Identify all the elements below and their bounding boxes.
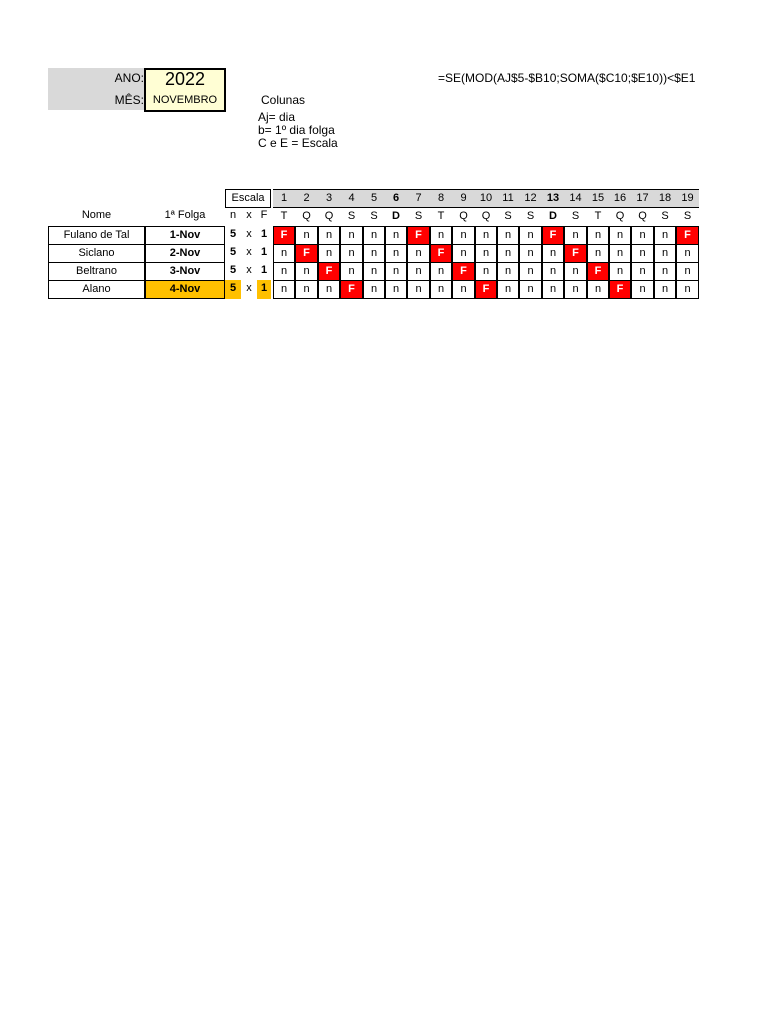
schedule-cell-work[interactable]: n — [452, 280, 475, 299]
schedule-cell-work[interactable]: n — [564, 226, 587, 245]
weekday-7: S — [414, 210, 423, 222]
schedule-cell-work[interactable]: n — [542, 280, 564, 299]
schedule-cell-work[interactable]: n — [407, 244, 430, 263]
col-header-nome: Nome — [81, 209, 112, 221]
notes-line-1: Aj= dia — [258, 110, 296, 124]
schedule-cell-work[interactable]: n — [564, 262, 587, 281]
schedule-cell-work[interactable]: n — [385, 262, 407, 281]
weekday-6: D — [392, 210, 400, 222]
schedule-cell-work[interactable]: n — [318, 280, 340, 299]
schedule-cell-free[interactable]: F — [676, 226, 699, 245]
schedule-cell-work[interactable]: n — [363, 280, 385, 299]
schedule-cell-work[interactable]: n — [654, 226, 676, 245]
weekday-17: Q — [638, 210, 647, 222]
schedule-cell-work[interactable]: n — [295, 262, 318, 281]
weekday-13: D — [549, 210, 557, 222]
schedule-cell-work[interactable]: n — [542, 244, 564, 263]
schedule-cell-work[interactable]: n — [519, 280, 542, 299]
weekday-5: S — [370, 210, 378, 222]
weekday-4: S — [347, 210, 356, 222]
day-header-8: 8 — [430, 189, 452, 208]
schedule-cell-work[interactable]: n — [385, 244, 407, 263]
row-name[interactable]: Alano — [48, 280, 145, 299]
schedule-cell-free[interactable]: F — [318, 262, 340, 281]
formula-text: =SE(MOD(AJ$5-$B10;SOMA($C10;$E10))<$E1 — [438, 71, 696, 85]
schedule-cell-work[interactable]: n — [609, 262, 631, 281]
schedule-table — [0, 0, 768, 320]
day-header-10: 10 — [475, 189, 497, 208]
schedule-cell-free[interactable]: F — [542, 226, 564, 245]
schedule-cell-free[interactable]: F — [564, 244, 587, 263]
day-header-2: 2 — [295, 189, 318, 208]
schedule-cell-work[interactable]: n — [497, 280, 519, 299]
weekday-15: T — [594, 210, 602, 222]
row-escala-f[interactable]: 1 — [260, 228, 268, 240]
row-first-off[interactable]: 2-Nov — [145, 244, 225, 263]
weekday-3: Q — [324, 210, 334, 222]
row-escala-x: x — [246, 282, 252, 294]
schedule-cell-work[interactable]: n — [385, 226, 407, 245]
schedule-cell-work[interactable]: n — [475, 226, 497, 245]
schedule-cell-work[interactable]: n — [676, 280, 699, 299]
schedule-cell-work[interactable]: n — [654, 262, 676, 281]
row-escala-f[interactable]: 1 — [260, 264, 268, 276]
row-escala-x: x — [246, 228, 252, 240]
row-escala-f[interactable]: 1 — [257, 280, 271, 299]
schedule-cell-work[interactable]: n — [587, 226, 609, 245]
schedule-cell-work[interactable]: n — [363, 226, 385, 245]
day-header-7: 7 — [407, 189, 430, 208]
schedule-cell-work[interactable]: n — [295, 226, 318, 245]
row-escala-x: x — [246, 246, 252, 258]
schedule-cell-free[interactable]: F — [273, 226, 295, 245]
col-header-escala-x: x — [246, 209, 252, 221]
weekday-16: Q — [615, 210, 625, 222]
mes-value[interactable]: NOVEMBRO — [152, 94, 218, 106]
schedule-cell-work[interactable]: n — [497, 226, 519, 245]
schedule-cell-work[interactable]: n — [519, 226, 542, 245]
weekday-9: Q — [459, 210, 468, 222]
row-name[interactable]: Beltrano — [48, 262, 145, 281]
schedule-cell-work[interactable]: n — [676, 244, 699, 263]
schedule-cell-work[interactable]: n — [564, 280, 587, 299]
row-name[interactable]: Fulano de Tal — [48, 226, 145, 245]
row-escala-n[interactable]: 5 — [229, 228, 237, 240]
row-first-off[interactable]: 3-Nov — [145, 262, 225, 281]
schedule-cell-work[interactable]: n — [340, 244, 363, 263]
schedule-cell-work[interactable]: n — [430, 262, 452, 281]
row-escala-f[interactable]: 1 — [260, 246, 268, 258]
schedule-cell-work[interactable]: n — [340, 226, 363, 245]
schedule-cell-free[interactable]: F — [452, 262, 475, 281]
notes-title: Colunas — [261, 93, 306, 107]
weekday-11: S — [504, 210, 512, 222]
row-escala-n[interactable]: 5 — [229, 264, 237, 276]
row-escala-n[interactable]: 5 — [229, 246, 237, 258]
schedule-cell-work[interactable]: n — [318, 226, 340, 245]
schedule-cell-work[interactable]: n — [407, 280, 430, 299]
schedule-cell-work[interactable]: n — [475, 262, 497, 281]
ano-label: ANO: — [114, 71, 144, 85]
weekday-12: S — [526, 210, 535, 222]
schedule-cell-work[interactable]: n — [587, 280, 609, 299]
weekday-14: S — [571, 210, 580, 222]
schedule-cell-work[interactable]: n — [519, 244, 542, 263]
schedule-cell-free[interactable]: F — [340, 280, 363, 299]
schedule-cell-free[interactable]: F — [295, 244, 318, 263]
escala-header: Escala — [225, 189, 271, 208]
day-header-19: 19 — [676, 189, 699, 208]
day-header-13: 13 — [542, 189, 564, 208]
day-header-12: 12 — [519, 189, 542, 208]
day-header-15: 15 — [587, 189, 609, 208]
weekday-10: Q — [481, 210, 491, 222]
day-header-4: 4 — [340, 189, 363, 208]
schedule-cell-work[interactable]: n — [631, 244, 654, 263]
day-header-9: 9 — [452, 189, 475, 208]
col-header-folga: 1ª Folga — [164, 209, 206, 221]
schedule-cell-work[interactable]: n — [340, 262, 363, 281]
schedule-cell-work[interactable]: n — [519, 262, 542, 281]
schedule-cell-work[interactable]: n — [363, 262, 385, 281]
schedule-cell-work[interactable]: n — [475, 244, 497, 263]
day-header-14: 14 — [564, 189, 587, 208]
schedule-cell-work[interactable]: n — [631, 226, 654, 245]
schedule-cell-work[interactable]: n — [676, 262, 699, 281]
day-header-3: 3 — [318, 189, 340, 208]
schedule-cell-work[interactable]: n — [497, 244, 519, 263]
schedule-cell-work[interactable]: n — [318, 244, 340, 263]
ano-value[interactable]: 2022 — [164, 69, 206, 89]
schedule-cell-free[interactable]: F — [587, 262, 609, 281]
schedule-cell-work[interactable]: n — [631, 280, 654, 299]
day-header-1: 1 — [273, 189, 295, 208]
row-escala-n[interactable]: 5 — [225, 280, 241, 299]
mes-label: MÊS: — [114, 93, 144, 107]
schedule-cell-work[interactable]: n — [430, 226, 452, 245]
schedule-cell-free[interactable]: F — [609, 280, 631, 299]
row-name[interactable]: Siclano — [48, 244, 145, 263]
schedule-cell-work[interactable]: n — [273, 280, 295, 299]
col-header-escala-f: F — [260, 209, 268, 221]
schedule-cell-work[interactable]: n — [609, 244, 631, 263]
weekday-18: S — [661, 210, 669, 222]
weekday-19: S — [683, 210, 692, 222]
day-header-17: 17 — [631, 189, 654, 208]
schedule-cell-work[interactable]: n — [363, 244, 385, 263]
schedule-cell-free[interactable]: F — [407, 226, 430, 245]
day-header-18: 18 — [654, 189, 676, 208]
day-header-11: 11 — [497, 189, 519, 208]
schedule-cell-work[interactable]: n — [497, 262, 519, 281]
row-first-off[interactable]: 1-Nov — [145, 226, 225, 245]
row-escala-x: x — [246, 264, 252, 276]
schedule-cell-work[interactable]: n — [452, 226, 475, 245]
schedule-cell-work[interactable]: n — [452, 244, 475, 263]
schedule-cell-work[interactable]: n — [273, 244, 295, 263]
weekday-2: Q — [302, 210, 311, 222]
schedule-cell-work[interactable]: n — [631, 262, 654, 281]
schedule-cell-work[interactable]: n — [654, 244, 676, 263]
schedule-cell-work[interactable]: n — [273, 262, 295, 281]
schedule-cell-work[interactable]: n — [609, 226, 631, 245]
day-header-16: 16 — [609, 189, 631, 208]
row-first-off[interactable]: 4-Nov — [145, 280, 225, 299]
schedule-cell-work[interactable]: n — [542, 262, 564, 281]
schedule-cell-free[interactable]: F — [430, 244, 452, 263]
schedule-cell-work[interactable]: n — [407, 262, 430, 281]
schedule-cell-work[interactable]: n — [430, 280, 452, 299]
notes-line-2: b= 1º dia folga — [258, 123, 335, 137]
day-header-5: 5 — [363, 189, 385, 208]
schedule-cell-work[interactable]: n — [385, 280, 407, 299]
weekday-8: T — [437, 210, 445, 222]
col-header-escala-n: n — [229, 209, 237, 221]
schedule-cell-free[interactable]: F — [475, 280, 497, 299]
schedule-cell-work[interactable]: n — [295, 280, 318, 299]
notes-line-3: C e E = Escala — [258, 136, 338, 150]
day-header-6: 6 — [385, 189, 407, 208]
schedule-cell-work[interactable]: n — [587, 244, 609, 263]
schedule-cell-work[interactable]: n — [654, 280, 676, 299]
weekday-1: T — [280, 210, 288, 222]
